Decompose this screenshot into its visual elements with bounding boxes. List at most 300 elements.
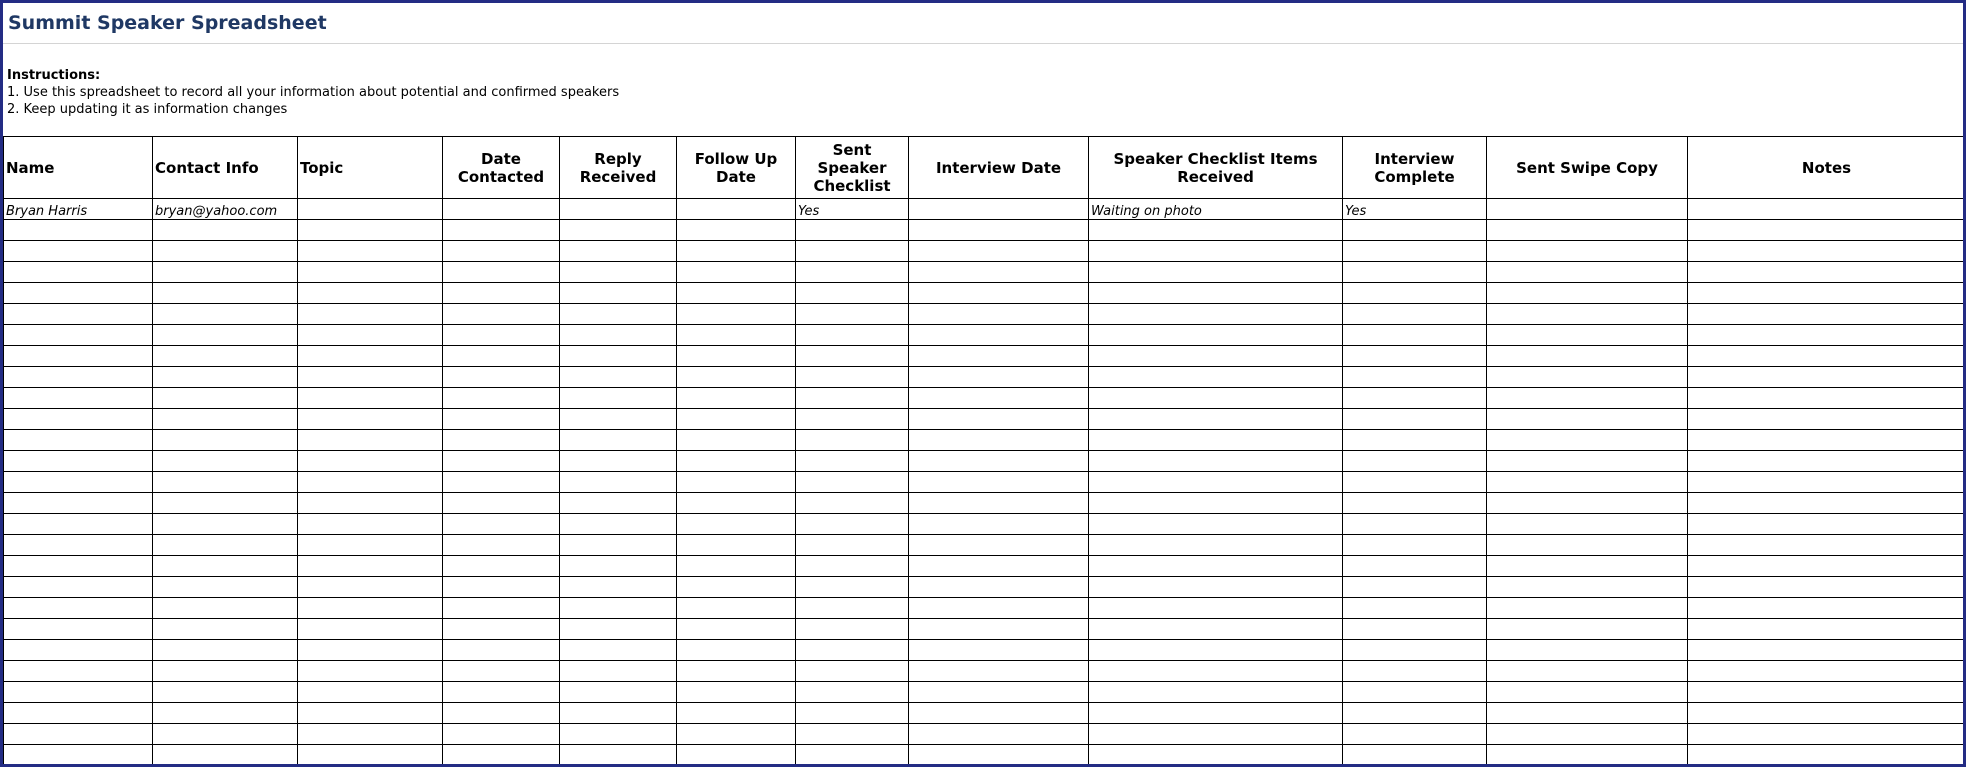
table-cell[interactable] bbox=[1688, 367, 1966, 388]
table-cell[interactable] bbox=[796, 430, 909, 451]
table-cell[interactable] bbox=[1487, 409, 1688, 430]
table-cell[interactable] bbox=[443, 577, 560, 598]
table-cell[interactable] bbox=[153, 451, 298, 472]
table-cell[interactable] bbox=[909, 661, 1089, 682]
table-cell[interactable] bbox=[1487, 220, 1688, 241]
table-cell[interactable] bbox=[4, 220, 153, 241]
table-cell[interactable] bbox=[153, 640, 298, 661]
table-cell[interactable] bbox=[443, 430, 560, 451]
table-cell[interactable] bbox=[298, 220, 443, 241]
table-cell[interactable] bbox=[560, 682, 677, 703]
table-cell[interactable] bbox=[4, 724, 153, 745]
table-cell[interactable] bbox=[4, 661, 153, 682]
table-cell[interactable] bbox=[1688, 493, 1966, 514]
table-cell[interactable] bbox=[153, 472, 298, 493]
table-cell[interactable] bbox=[298, 703, 443, 724]
table-cell[interactable] bbox=[677, 682, 796, 703]
table-cell[interactable] bbox=[1343, 472, 1487, 493]
table-cell[interactable] bbox=[560, 199, 677, 220]
table-cell[interactable] bbox=[1487, 745, 1688, 766]
table-cell[interactable] bbox=[298, 430, 443, 451]
table-cell[interactable] bbox=[1089, 346, 1343, 367]
table-cell[interactable] bbox=[298, 619, 443, 640]
table-cell[interactable] bbox=[1688, 472, 1966, 493]
table-cell[interactable] bbox=[677, 535, 796, 556]
table-cell[interactable] bbox=[909, 199, 1089, 220]
table-cell[interactable] bbox=[1688, 241, 1966, 262]
table-cell[interactable] bbox=[1089, 325, 1343, 346]
table-cell[interactable] bbox=[4, 598, 153, 619]
column-header-sent-speaker-checklist[interactable]: Sent Speaker Checklist bbox=[796, 137, 909, 199]
table-cell[interactable] bbox=[1343, 220, 1487, 241]
table-cell[interactable] bbox=[909, 535, 1089, 556]
table-cell[interactable] bbox=[560, 493, 677, 514]
table-cell[interactable] bbox=[298, 493, 443, 514]
table-cell[interactable] bbox=[560, 724, 677, 745]
table-cell[interactable] bbox=[1688, 514, 1966, 535]
table-cell[interactable] bbox=[796, 451, 909, 472]
table-cell[interactable] bbox=[560, 283, 677, 304]
table-cell[interactable] bbox=[560, 598, 677, 619]
table-cell[interactable] bbox=[4, 514, 153, 535]
column-header-date-contacted[interactable]: Date Contacted bbox=[443, 137, 560, 199]
table-cell[interactable] bbox=[298, 724, 443, 745]
table-cell[interactable] bbox=[1487, 241, 1688, 262]
table-cell[interactable] bbox=[1343, 262, 1487, 283]
table-cell[interactable] bbox=[1688, 535, 1966, 556]
table-cell[interactable] bbox=[4, 682, 153, 703]
table-cell[interactable] bbox=[1089, 262, 1343, 283]
table-cell[interactable] bbox=[1688, 640, 1966, 661]
table-cell[interactable] bbox=[796, 388, 909, 409]
table-cell[interactable] bbox=[1089, 283, 1343, 304]
table-cell[interactable] bbox=[1089, 745, 1343, 766]
table-cell[interactable] bbox=[4, 619, 153, 640]
table-cell[interactable] bbox=[796, 472, 909, 493]
table-cell[interactable] bbox=[4, 325, 153, 346]
table-cell[interactable] bbox=[1688, 325, 1966, 346]
table-cell[interactable] bbox=[560, 220, 677, 241]
table-cell[interactable] bbox=[1089, 535, 1343, 556]
table-cell[interactable] bbox=[1089, 493, 1343, 514]
column-header-topic[interactable]: Topic bbox=[298, 137, 443, 199]
table-cell[interactable] bbox=[1343, 388, 1487, 409]
table-cell[interactable] bbox=[677, 619, 796, 640]
table-cell[interactable] bbox=[909, 388, 1089, 409]
table-cell[interactable] bbox=[443, 682, 560, 703]
table-cell[interactable] bbox=[298, 367, 443, 388]
table-cell[interactable] bbox=[909, 493, 1089, 514]
table-cell[interactable] bbox=[909, 325, 1089, 346]
table-cell[interactable] bbox=[443, 409, 560, 430]
table-cell[interactable] bbox=[1487, 346, 1688, 367]
table-cell[interactable] bbox=[1089, 409, 1343, 430]
table-cell[interactable] bbox=[1487, 472, 1688, 493]
table-cell[interactable] bbox=[1688, 577, 1966, 598]
table-cell[interactable] bbox=[1343, 325, 1487, 346]
table-cell[interactable] bbox=[677, 661, 796, 682]
table-cell[interactable] bbox=[1089, 703, 1343, 724]
table-cell[interactable] bbox=[153, 556, 298, 577]
table-cell[interactable] bbox=[1487, 619, 1688, 640]
table-cell[interactable] bbox=[298, 598, 443, 619]
table-cell[interactable] bbox=[298, 514, 443, 535]
table-cell[interactable] bbox=[153, 283, 298, 304]
table-cell[interactable] bbox=[677, 703, 796, 724]
table-cell[interactable] bbox=[4, 577, 153, 598]
table-cell[interactable] bbox=[4, 262, 153, 283]
table-cell[interactable] bbox=[796, 556, 909, 577]
table-cell[interactable] bbox=[443, 514, 560, 535]
table-cell[interactable] bbox=[796, 703, 909, 724]
table-cell[interactable] bbox=[677, 283, 796, 304]
table-cell[interactable] bbox=[153, 493, 298, 514]
column-header-interview-complete[interactable]: Interview Complete bbox=[1343, 137, 1487, 199]
table-cell[interactable] bbox=[1343, 367, 1487, 388]
table-cell[interactable] bbox=[1487, 388, 1688, 409]
table-cell[interactable] bbox=[153, 304, 298, 325]
table-cell[interactable] bbox=[796, 577, 909, 598]
table-cell[interactable] bbox=[560, 241, 677, 262]
table-cell[interactable] bbox=[560, 304, 677, 325]
table-cell[interactable] bbox=[909, 745, 1089, 766]
table-cell[interactable] bbox=[4, 493, 153, 514]
table-cell[interactable] bbox=[4, 535, 153, 556]
table-cell[interactable] bbox=[1487, 430, 1688, 451]
table-cell[interactable] bbox=[909, 556, 1089, 577]
table-cell[interactable] bbox=[677, 493, 796, 514]
table-cell[interactable] bbox=[796, 640, 909, 661]
table-cell[interactable] bbox=[796, 325, 909, 346]
table-cell[interactable] bbox=[1487, 598, 1688, 619]
table-cell[interactable] bbox=[298, 640, 443, 661]
table-cell[interactable] bbox=[153, 661, 298, 682]
table-cell[interactable] bbox=[677, 724, 796, 745]
table-cell[interactable] bbox=[1688, 304, 1966, 325]
table-cell[interactable] bbox=[560, 451, 677, 472]
table-cell[interactable] bbox=[153, 598, 298, 619]
table-cell[interactable] bbox=[1089, 598, 1343, 619]
table-cell[interactable] bbox=[1688, 199, 1966, 220]
table-cell[interactable] bbox=[1688, 430, 1966, 451]
table-cell[interactable] bbox=[4, 241, 153, 262]
table-cell[interactable] bbox=[443, 640, 560, 661]
table-cell[interactable] bbox=[677, 640, 796, 661]
table-cell[interactable] bbox=[1688, 556, 1966, 577]
table-cell[interactable] bbox=[677, 451, 796, 472]
table-cell[interactable] bbox=[153, 745, 298, 766]
table-cell[interactable] bbox=[1343, 598, 1487, 619]
table-cell[interactable] bbox=[560, 619, 677, 640]
table-cell[interactable] bbox=[1688, 262, 1966, 283]
table-cell[interactable] bbox=[1343, 640, 1487, 661]
table-cell[interactable] bbox=[443, 220, 560, 241]
table-cell[interactable] bbox=[677, 556, 796, 577]
table-cell[interactable] bbox=[560, 514, 677, 535]
table-cell[interactable] bbox=[4, 346, 153, 367]
column-header-interview-date[interactable]: Interview Date bbox=[909, 137, 1089, 199]
table-cell[interactable] bbox=[1343, 661, 1487, 682]
table-cell[interactable] bbox=[298, 472, 443, 493]
table-cell[interactable] bbox=[1089, 304, 1343, 325]
table-cell[interactable] bbox=[1089, 724, 1343, 745]
table-cell[interactable] bbox=[909, 346, 1089, 367]
table-cell[interactable] bbox=[677, 367, 796, 388]
column-header-name[interactable]: Name bbox=[4, 137, 153, 199]
table-cell[interactable] bbox=[677, 241, 796, 262]
table-cell[interactable] bbox=[298, 577, 443, 598]
table-cell[interactable] bbox=[153, 220, 298, 241]
table-cell[interactable] bbox=[1089, 241, 1343, 262]
table-cell[interactable] bbox=[443, 199, 560, 220]
table-cell[interactable] bbox=[1688, 388, 1966, 409]
table-cell[interactable] bbox=[443, 703, 560, 724]
table-cell[interactable] bbox=[1688, 745, 1966, 766]
table-cell[interactable] bbox=[153, 724, 298, 745]
table-cell[interactable] bbox=[443, 619, 560, 640]
table-cell[interactable] bbox=[443, 262, 560, 283]
table-cell[interactable] bbox=[560, 367, 677, 388]
table-cell[interactable] bbox=[153, 367, 298, 388]
table-cell[interactable] bbox=[796, 661, 909, 682]
table-cell[interactable] bbox=[1487, 367, 1688, 388]
table-cell[interactable] bbox=[153, 388, 298, 409]
table-cell[interactable] bbox=[443, 283, 560, 304]
table-cell[interactable] bbox=[1343, 745, 1487, 766]
table-cell[interactable] bbox=[560, 640, 677, 661]
table-cell[interactable] bbox=[443, 493, 560, 514]
column-header-sent-swipe-copy[interactable]: Sent Swipe Copy bbox=[1487, 137, 1688, 199]
table-cell[interactable] bbox=[909, 598, 1089, 619]
table-cell[interactable] bbox=[1688, 409, 1966, 430]
table-cell[interactable] bbox=[909, 472, 1089, 493]
table-cell[interactable] bbox=[909, 514, 1089, 535]
table-cell[interactable] bbox=[1688, 619, 1966, 640]
table-cell[interactable] bbox=[4, 409, 153, 430]
table-cell[interactable] bbox=[909, 367, 1089, 388]
table-cell[interactable] bbox=[560, 577, 677, 598]
table-cell[interactable] bbox=[4, 556, 153, 577]
table-cell[interactable] bbox=[4, 388, 153, 409]
table-cell[interactable] bbox=[796, 262, 909, 283]
table-cell[interactable] bbox=[1688, 283, 1966, 304]
table-cell[interactable] bbox=[1343, 577, 1487, 598]
table-cell[interactable] bbox=[443, 304, 560, 325]
table-cell[interactable] bbox=[443, 535, 560, 556]
table-cell[interactable] bbox=[1688, 346, 1966, 367]
table-cell[interactable] bbox=[1487, 304, 1688, 325]
table-cell[interactable] bbox=[677, 220, 796, 241]
table-cell[interactable] bbox=[298, 283, 443, 304]
table-cell[interactable] bbox=[153, 325, 298, 346]
table-cell[interactable] bbox=[1089, 577, 1343, 598]
table-cell[interactable] bbox=[443, 724, 560, 745]
table-cell[interactable] bbox=[153, 262, 298, 283]
table-cell[interactable] bbox=[1089, 430, 1343, 451]
table-cell[interactable] bbox=[1487, 325, 1688, 346]
table-cell[interactable] bbox=[677, 472, 796, 493]
table-cell[interactable] bbox=[796, 493, 909, 514]
table-cell[interactable] bbox=[909, 577, 1089, 598]
table-cell[interactable] bbox=[298, 556, 443, 577]
table-cell[interactable] bbox=[796, 220, 909, 241]
table-cell[interactable] bbox=[1089, 367, 1343, 388]
table-cell[interactable] bbox=[909, 724, 1089, 745]
table-cell[interactable] bbox=[1343, 451, 1487, 472]
table-cell[interactable] bbox=[560, 535, 677, 556]
table-cell[interactable] bbox=[153, 535, 298, 556]
table-cell[interactable] bbox=[909, 220, 1089, 241]
table-cell[interactable] bbox=[1487, 682, 1688, 703]
table-cell[interactable] bbox=[153, 703, 298, 724]
table-cell[interactable] bbox=[4, 640, 153, 661]
table-cell[interactable] bbox=[298, 388, 443, 409]
table-cell[interactable] bbox=[4, 367, 153, 388]
table-cell[interactable] bbox=[443, 367, 560, 388]
table-cell[interactable] bbox=[1343, 241, 1487, 262]
table-cell[interactable] bbox=[1688, 724, 1966, 745]
table-cell[interactable] bbox=[796, 514, 909, 535]
table-cell[interactable] bbox=[298, 262, 443, 283]
table-cell[interactable] bbox=[796, 346, 909, 367]
table-cell[interactable] bbox=[153, 409, 298, 430]
table-cell[interactable] bbox=[153, 619, 298, 640]
table-cell[interactable] bbox=[1487, 577, 1688, 598]
table-cell[interactable] bbox=[1487, 451, 1688, 472]
table-cell[interactable] bbox=[1343, 304, 1487, 325]
table-cell[interactable] bbox=[909, 241, 1089, 262]
table-cell[interactable]: Bryan Harris bbox=[4, 199, 153, 220]
table-cell[interactable] bbox=[4, 430, 153, 451]
table-cell[interactable] bbox=[1487, 724, 1688, 745]
table-cell[interactable] bbox=[560, 262, 677, 283]
table-cell[interactable] bbox=[560, 346, 677, 367]
column-header-notes[interactable]: Notes bbox=[1688, 137, 1966, 199]
table-cell[interactable] bbox=[909, 640, 1089, 661]
table-cell[interactable] bbox=[1688, 220, 1966, 241]
table-cell[interactable] bbox=[677, 199, 796, 220]
table-cell[interactable] bbox=[1487, 703, 1688, 724]
table-cell[interactable] bbox=[1343, 556, 1487, 577]
table-cell[interactable] bbox=[1089, 682, 1343, 703]
table-cell[interactable] bbox=[1343, 283, 1487, 304]
table-cell[interactable] bbox=[796, 409, 909, 430]
table-cell[interactable] bbox=[560, 472, 677, 493]
table-cell[interactable] bbox=[443, 451, 560, 472]
table-cell[interactable] bbox=[1343, 346, 1487, 367]
table-cell[interactable] bbox=[153, 346, 298, 367]
table-cell[interactable] bbox=[677, 304, 796, 325]
column-header-reply-received[interactable]: Reply Received bbox=[560, 137, 677, 199]
table-cell[interactable] bbox=[1487, 262, 1688, 283]
table-cell[interactable] bbox=[1487, 556, 1688, 577]
table-cell[interactable] bbox=[4, 472, 153, 493]
table-cell[interactable] bbox=[1089, 556, 1343, 577]
table-cell[interactable] bbox=[796, 619, 909, 640]
table-cell[interactable] bbox=[443, 346, 560, 367]
table-cell[interactable]: Yes bbox=[796, 199, 909, 220]
table-cell[interactable] bbox=[560, 556, 677, 577]
table-cell[interactable] bbox=[909, 619, 1089, 640]
table-cell[interactable] bbox=[1089, 661, 1343, 682]
table-cell[interactable] bbox=[677, 325, 796, 346]
table-cell[interactable] bbox=[298, 199, 443, 220]
table-cell[interactable] bbox=[443, 661, 560, 682]
table-cell[interactable] bbox=[1089, 472, 1343, 493]
table-cell[interactable] bbox=[298, 409, 443, 430]
table-cell[interactable]: Yes bbox=[1343, 199, 1487, 220]
table-cell[interactable] bbox=[443, 745, 560, 766]
table-cell[interactable] bbox=[443, 556, 560, 577]
table-cell[interactable] bbox=[909, 283, 1089, 304]
table-cell[interactable] bbox=[796, 283, 909, 304]
table-cell[interactable] bbox=[1343, 514, 1487, 535]
table-cell[interactable] bbox=[1343, 409, 1487, 430]
table-cell[interactable] bbox=[796, 304, 909, 325]
table-cell[interactable] bbox=[1487, 283, 1688, 304]
table-cell[interactable] bbox=[796, 745, 909, 766]
table-cell[interactable] bbox=[1343, 430, 1487, 451]
table-cell[interactable] bbox=[796, 724, 909, 745]
table-cell[interactable] bbox=[1089, 640, 1343, 661]
table-cell[interactable] bbox=[1343, 535, 1487, 556]
table-cell[interactable] bbox=[298, 661, 443, 682]
table-cell[interactable] bbox=[909, 262, 1089, 283]
table-cell[interactable] bbox=[4, 304, 153, 325]
table-cell[interactable] bbox=[909, 304, 1089, 325]
table-cell[interactable] bbox=[560, 703, 677, 724]
table-cell[interactable] bbox=[560, 388, 677, 409]
table-cell[interactable] bbox=[1487, 199, 1688, 220]
table-cell[interactable] bbox=[443, 241, 560, 262]
table-cell[interactable] bbox=[1089, 514, 1343, 535]
table-cell[interactable] bbox=[560, 430, 677, 451]
table-cell[interactable] bbox=[909, 430, 1089, 451]
table-cell[interactable] bbox=[1343, 682, 1487, 703]
table-cell[interactable] bbox=[1688, 598, 1966, 619]
table-cell[interactable] bbox=[1089, 619, 1343, 640]
table-cell[interactable] bbox=[298, 304, 443, 325]
column-header-contact-info[interactable]: Contact Info bbox=[153, 137, 298, 199]
table-cell[interactable] bbox=[1487, 514, 1688, 535]
table-cell[interactable] bbox=[298, 325, 443, 346]
table-cell[interactable] bbox=[677, 745, 796, 766]
table-cell[interactable] bbox=[560, 409, 677, 430]
table-cell[interactable] bbox=[1343, 493, 1487, 514]
table-cell[interactable] bbox=[909, 682, 1089, 703]
table-cell[interactable] bbox=[1487, 661, 1688, 682]
table-cell[interactable]: bryan@yahoo.com bbox=[153, 199, 298, 220]
table-cell[interactable] bbox=[909, 409, 1089, 430]
table-cell[interactable] bbox=[677, 262, 796, 283]
table-cell[interactable] bbox=[1089, 451, 1343, 472]
table-cell[interactable] bbox=[298, 535, 443, 556]
table-cell[interactable] bbox=[298, 682, 443, 703]
table-cell[interactable] bbox=[443, 325, 560, 346]
table-cell[interactable] bbox=[1487, 535, 1688, 556]
table-cell[interactable] bbox=[4, 451, 153, 472]
table-cell[interactable] bbox=[796, 682, 909, 703]
table-cell[interactable] bbox=[560, 745, 677, 766]
table-cell[interactable] bbox=[1487, 493, 1688, 514]
table-cell[interactable] bbox=[153, 514, 298, 535]
table-cell[interactable] bbox=[560, 661, 677, 682]
table-cell[interactable] bbox=[1688, 682, 1966, 703]
table-cell[interactable] bbox=[677, 346, 796, 367]
table-cell[interactable] bbox=[443, 472, 560, 493]
table-cell[interactable] bbox=[443, 388, 560, 409]
table-cell[interactable] bbox=[153, 430, 298, 451]
